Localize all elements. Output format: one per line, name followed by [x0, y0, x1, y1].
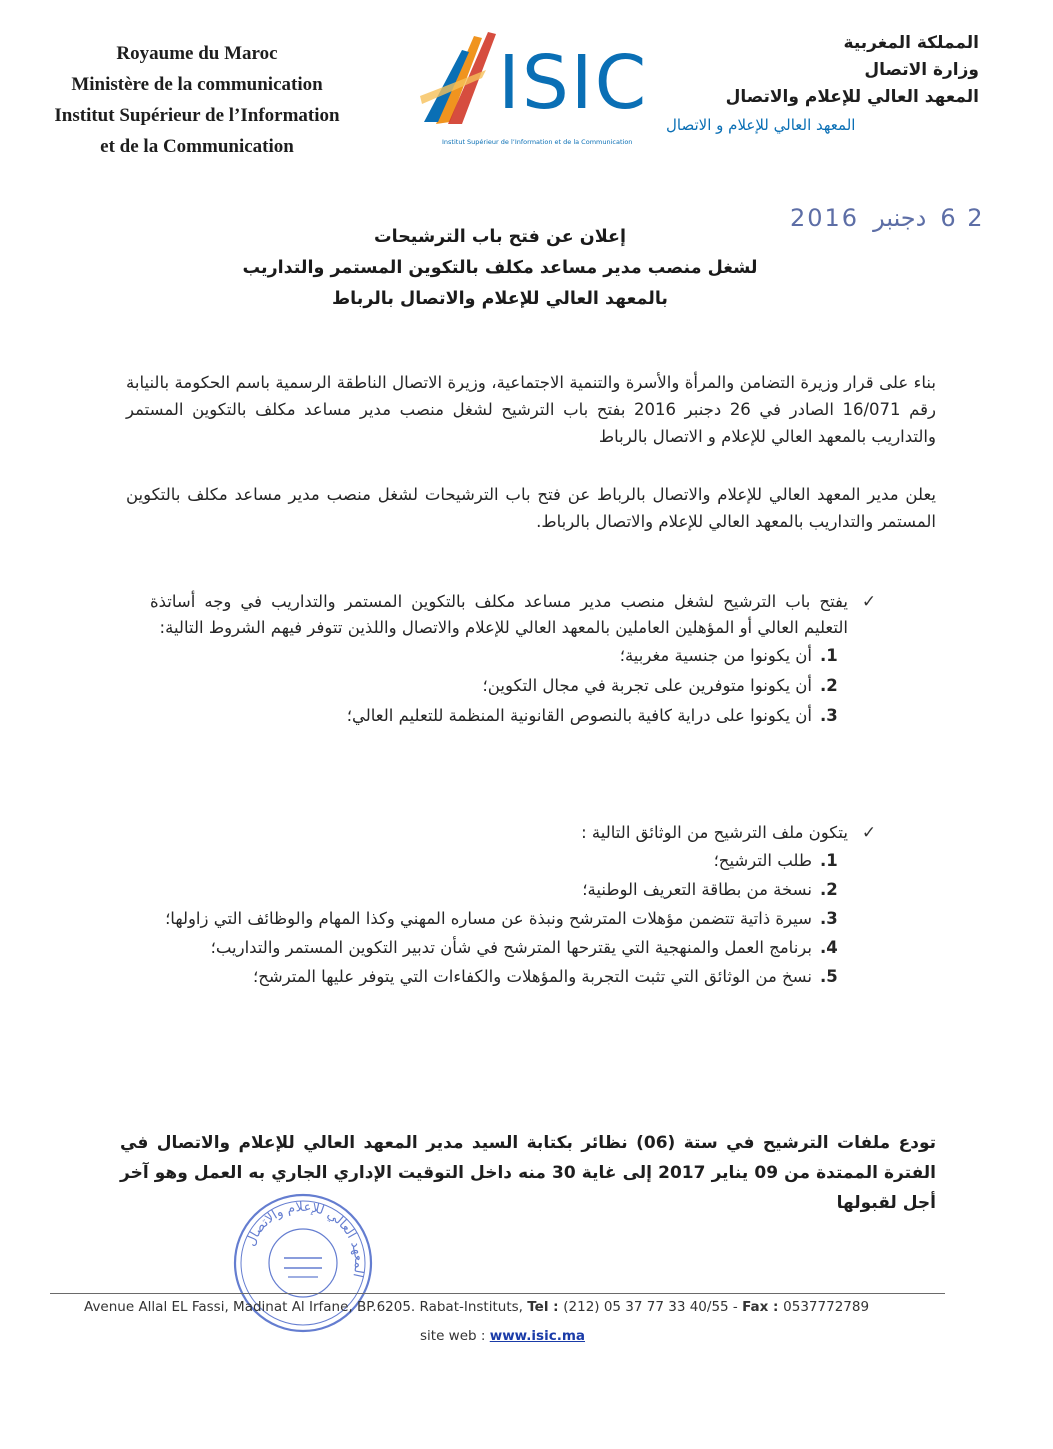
isic-logo: [416, 26, 856, 154]
header-french-block: [36, 38, 358, 162]
header-ar-line: المعهد العالي للإعلام والاتصال: [725, 87, 979, 107]
header-arabic-block: [679, 30, 979, 111]
list-item: .1 طلب الترشيح؛: [713, 851, 838, 870]
list-item: .1 أن يكونوا من جنسية مغربية؛: [619, 646, 838, 665]
date-stamp: [790, 204, 985, 232]
checkmark-icon: ✓: [861, 592, 877, 612]
svg-text:المعهد العالي للإعلام والاتصال: المعهد العالي للإعلام والاتصال: [243, 1199, 367, 1279]
logo-ar-tagline: المعهد العالي للإعلام و الاتصال: [666, 116, 856, 134]
documents-section: [150, 820, 880, 991]
title-line: بالمعهد العالي للإعلام والاتصال بالرباط: [332, 289, 668, 309]
conditions-intro: يفتح باب الترشيح لشغل منصب مدير مساعد مكلف بالتكوين المستمر والتداريب في وجه أساتذة التعليم العالي أو المؤهلين العاملين بالمعهد العالي للإعلام والاتصال واللذين تتوفر فيهم الشروط التالية:: [150, 592, 848, 637]
date-day: 2 6: [940, 204, 985, 232]
header-ar-line: المملكة المغربية: [843, 33, 979, 53]
checkmark-icon: ✓: [861, 823, 877, 843]
header-fr-line: Institut Supérieur de l’Information: [54, 105, 340, 126]
list-item: .5 نسخ من الوثائق التي تثبت التجربة والمؤهلات والكفاءات التي يتوفر عليها المترشح؛: [252, 967, 838, 986]
footer-address: Avenue Allal EL Fassi, Madinat Al Irfane, BP.6205. Rabat-Instituts, Tel : (212) 05 37 77 33 40/55 - Fax : 0537772789: [84, 1299, 870, 1315]
website-link[interactable]: www.isic.ma: [489, 1328, 586, 1344]
header-ar-line: وزارة الاتصال: [864, 60, 979, 80]
header-fr-line: Royaume du Maroc: [116, 43, 278, 64]
preamble-paragraph: بناء على قرار وزيرة التضامن والمرأة والأسرة والتنمية الاجتماعية، وزيرة الاتصال الناطقة الرسمية باسم الحكومة بالنيابة رقم 16/071 الصادر في 26 دجنبر 2016 بفتح باب الترشيح لشغل منصب مدير مساعد مكلف بالتكوين المستمر والتداريب بالمعهد العالي للإعلام و الاتصال بالرباط: [126, 373, 936, 446]
list-item: .3 أن يكونوا على دراية كافية بالنصوص القانونية المنظمة للتعليم العالي؛: [346, 706, 838, 725]
list-item: .2 أن يكونوا متوفرين على تجربة في مجال التكوين؛: [482, 676, 838, 695]
logo-wordmark: ISIC: [498, 40, 649, 126]
title-line: إعلان عن فتح باب الترشيحات: [374, 227, 626, 247]
footer-divider: [50, 1293, 945, 1294]
documents-list: [150, 846, 880, 991]
header-fr-line: Ministère de la communication: [71, 74, 323, 95]
documents-intro: يتكون ملف الترشيح من الوثائق التالية :: [581, 823, 848, 842]
conditions-section: [150, 589, 880, 731]
logo-fr-tagline: Institut Supérieur de l’Information et de la Communication: [442, 138, 633, 146]
title-line: لشغل منصب مدير مساعد مكلف بالتكوين المستمر والتداريب: [242, 258, 758, 278]
footer-website: [420, 1328, 720, 1344]
list-item: .3 سيرة ذاتية تتضمن مؤهلات المترشح ونبذة عن مساره المهني وكذا المهام والوظائف التي زاولها؛: [165, 909, 838, 928]
official-seal-icon: [228, 1188, 378, 1338]
announcement-title: [240, 222, 760, 315]
list-item: .4 برنامج العمل والمنهجية التي يقترحها المترشح في شأن تدبير التكوين المستمر والتداريب؛: [210, 938, 838, 957]
date-year: 2016: [790, 204, 860, 232]
conditions-list: [150, 641, 880, 731]
site-label: site web :: [420, 1328, 486, 1344]
announcement-paragraph: يعلن مدير المعهد العالي للإعلام والاتصال بالرباط عن فتح باب الترشيحات لشغل منصب مدير مساعد مكلف بالتكوين المستمر والتداريب بالمعهد العالي للإعلام والاتصال بالرباط.: [126, 485, 936, 531]
list-item: .2 نسخة من بطاقة التعريف الوطنية؛: [582, 880, 838, 899]
date-month: دجنبر: [873, 204, 927, 232]
submission-deadline: تودع ملفات الترشيح في ستة (06) نظائر بكتابة السيد مدير المعهد العالي للإعلام والاتصال في الفترة الممتدة من 09 يناير 2017 إلى غاية 30 منه داخل التوقيت الإداري الجاري به العمل وهو آخر أجل لقبولها: [120, 1133, 937, 1213]
header-fr-line: et de la Communication: [100, 136, 294, 157]
